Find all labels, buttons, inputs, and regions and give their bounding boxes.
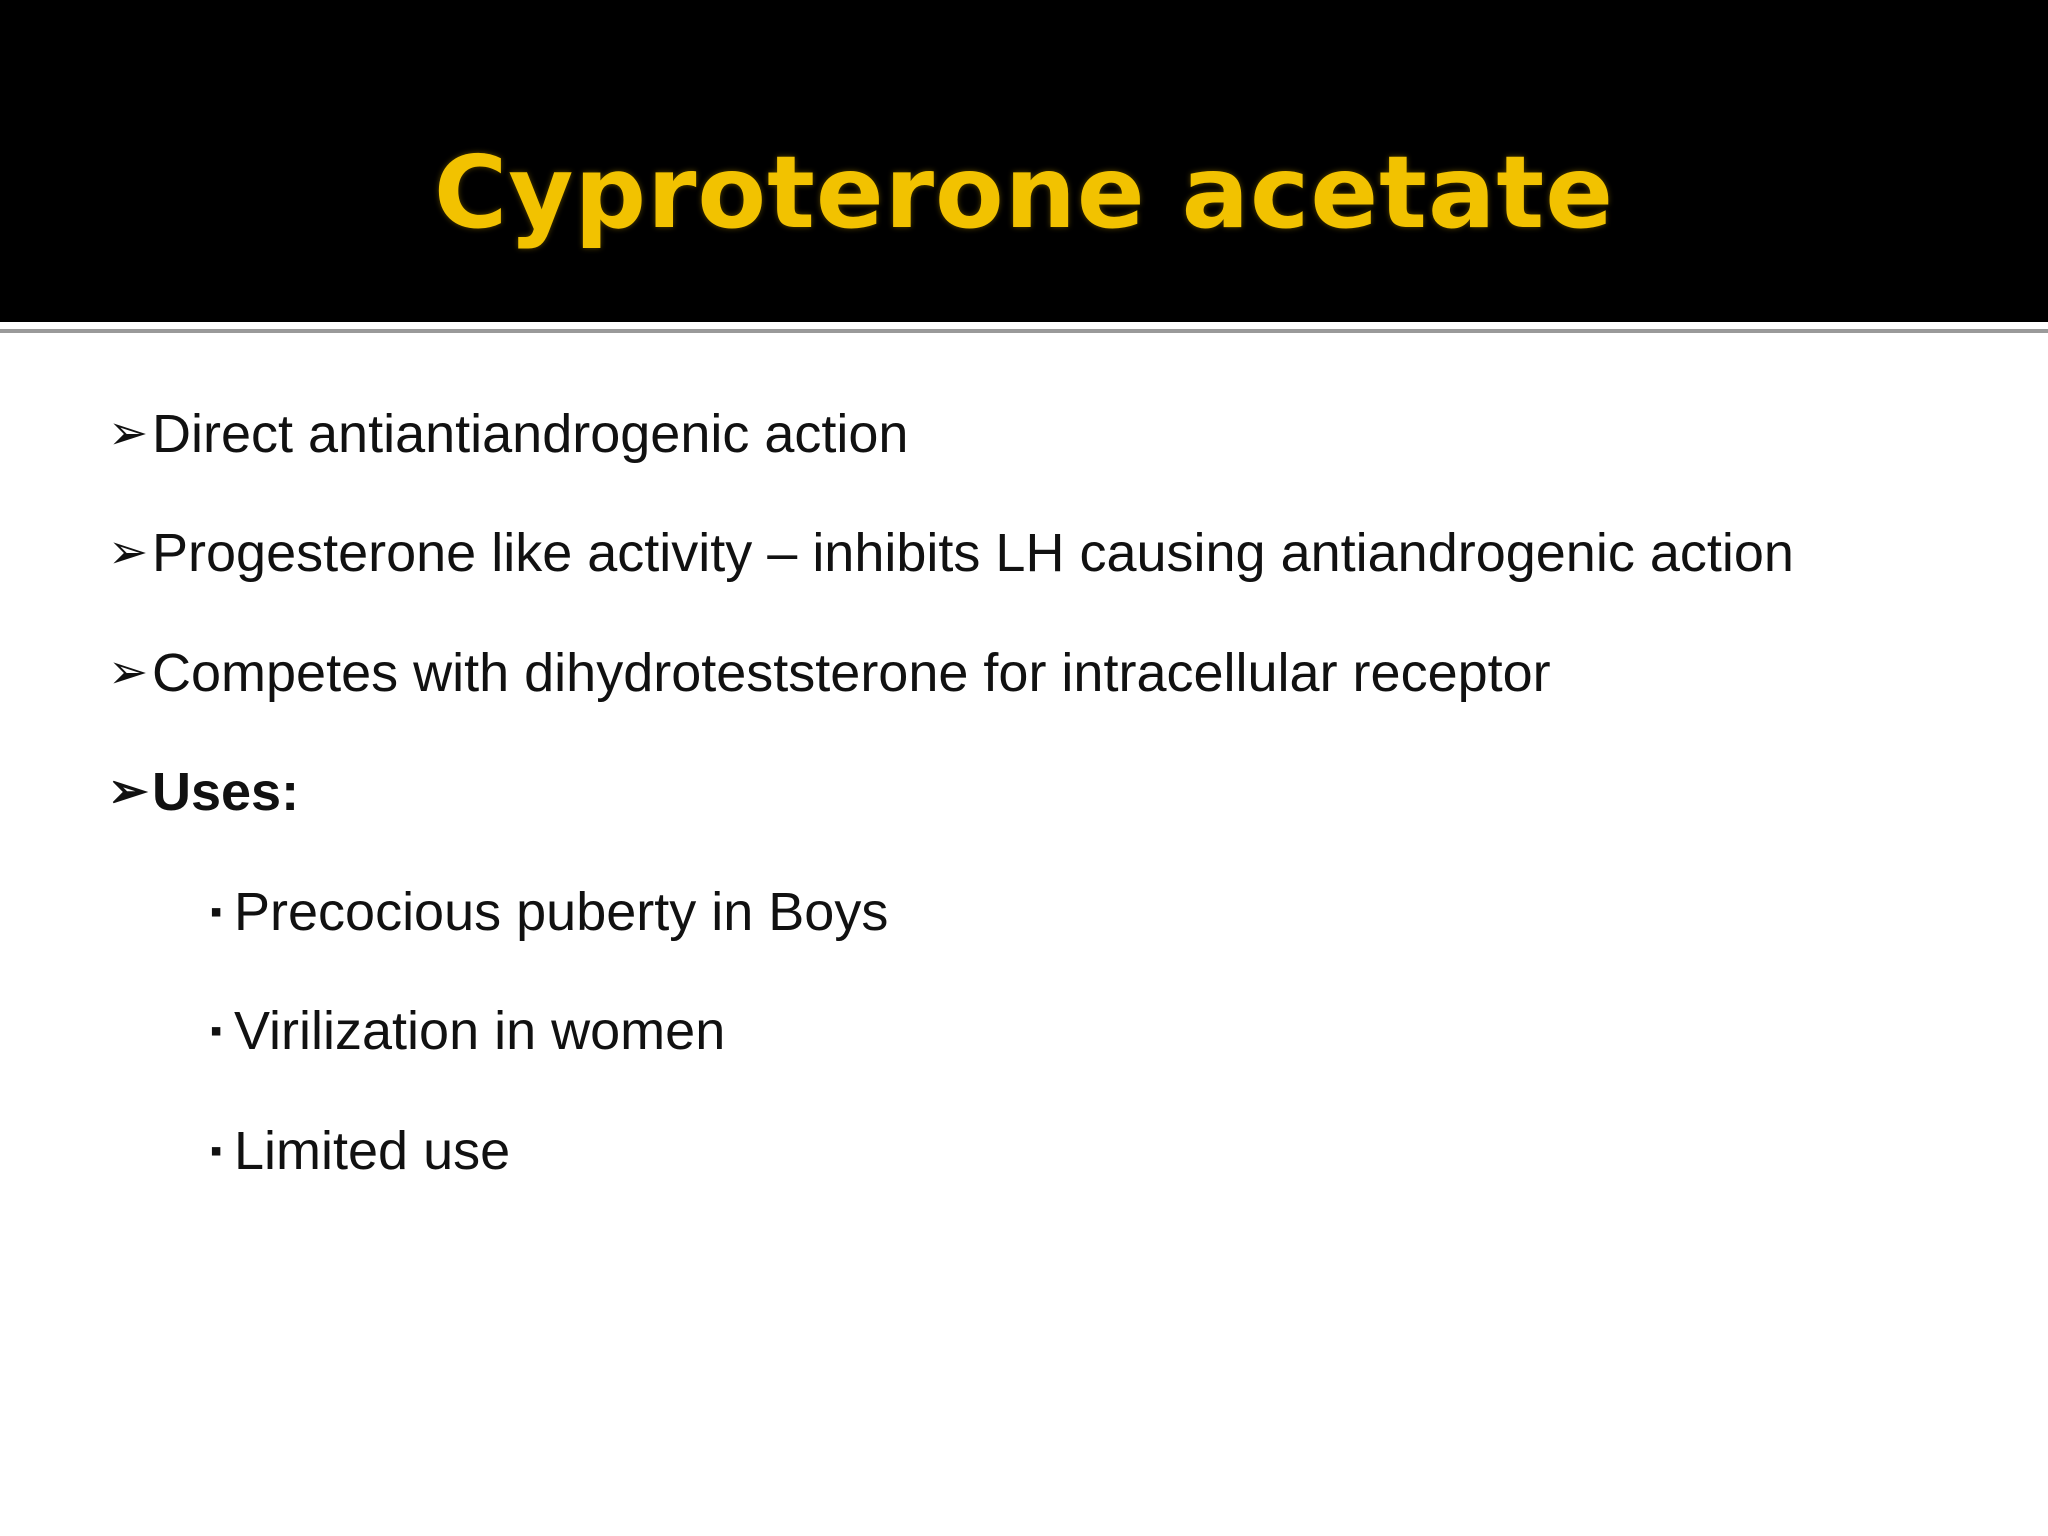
- bullet-item-competes: [108, 613, 1794, 733]
- sub-bullet-item-precocious-puberty: [108, 852, 1794, 972]
- bullet-item-progesterone: [108, 494, 1794, 614]
- bullet-item-direct-action: [108, 374, 1794, 494]
- sub-bullet-item-virilization: [108, 972, 1794, 1092]
- arrowhead-bullet-icon: ➢: [108, 765, 149, 819]
- square-bullet-icon: ▪: [210, 1012, 223, 1051]
- arrowhead-bullet-icon: ➢: [108, 645, 149, 699]
- bullet-text: Competes with dihydroteststerone for intracellular receptor: [152, 642, 1551, 703]
- sub-bullet-item-limited-use: [108, 1091, 1794, 1211]
- arrowhead-bullet-icon: ➢: [108, 406, 149, 460]
- bullet-text: Uses:: [152, 762, 300, 823]
- bullet-list: [108, 374, 1794, 1211]
- bullet-text: Direct antiantiandrogenic action: [152, 403, 909, 464]
- bullet-text: Progesterone like activity – inhibits LH causing antiandrogenic action: [152, 523, 1794, 584]
- slide-title: Cyproterone acetate: [433, 134, 1615, 251]
- title-separator-gap: [0, 322, 2048, 329]
- title-separator-line: [0, 329, 2048, 333]
- bullet-item-uses: [108, 733, 1794, 853]
- square-bullet-icon: ▪: [210, 1131, 223, 1170]
- arrowhead-bullet-icon: ➢: [108, 526, 149, 580]
- sub-bullet-text: Limited use: [234, 1120, 511, 1181]
- title-bar: [0, 0, 2048, 322]
- sub-bullet-text: Virilization in women: [234, 1001, 726, 1062]
- square-bullet-icon: ▪: [210, 892, 223, 931]
- sub-bullet-text: Precocious puberty in Boys: [234, 881, 889, 942]
